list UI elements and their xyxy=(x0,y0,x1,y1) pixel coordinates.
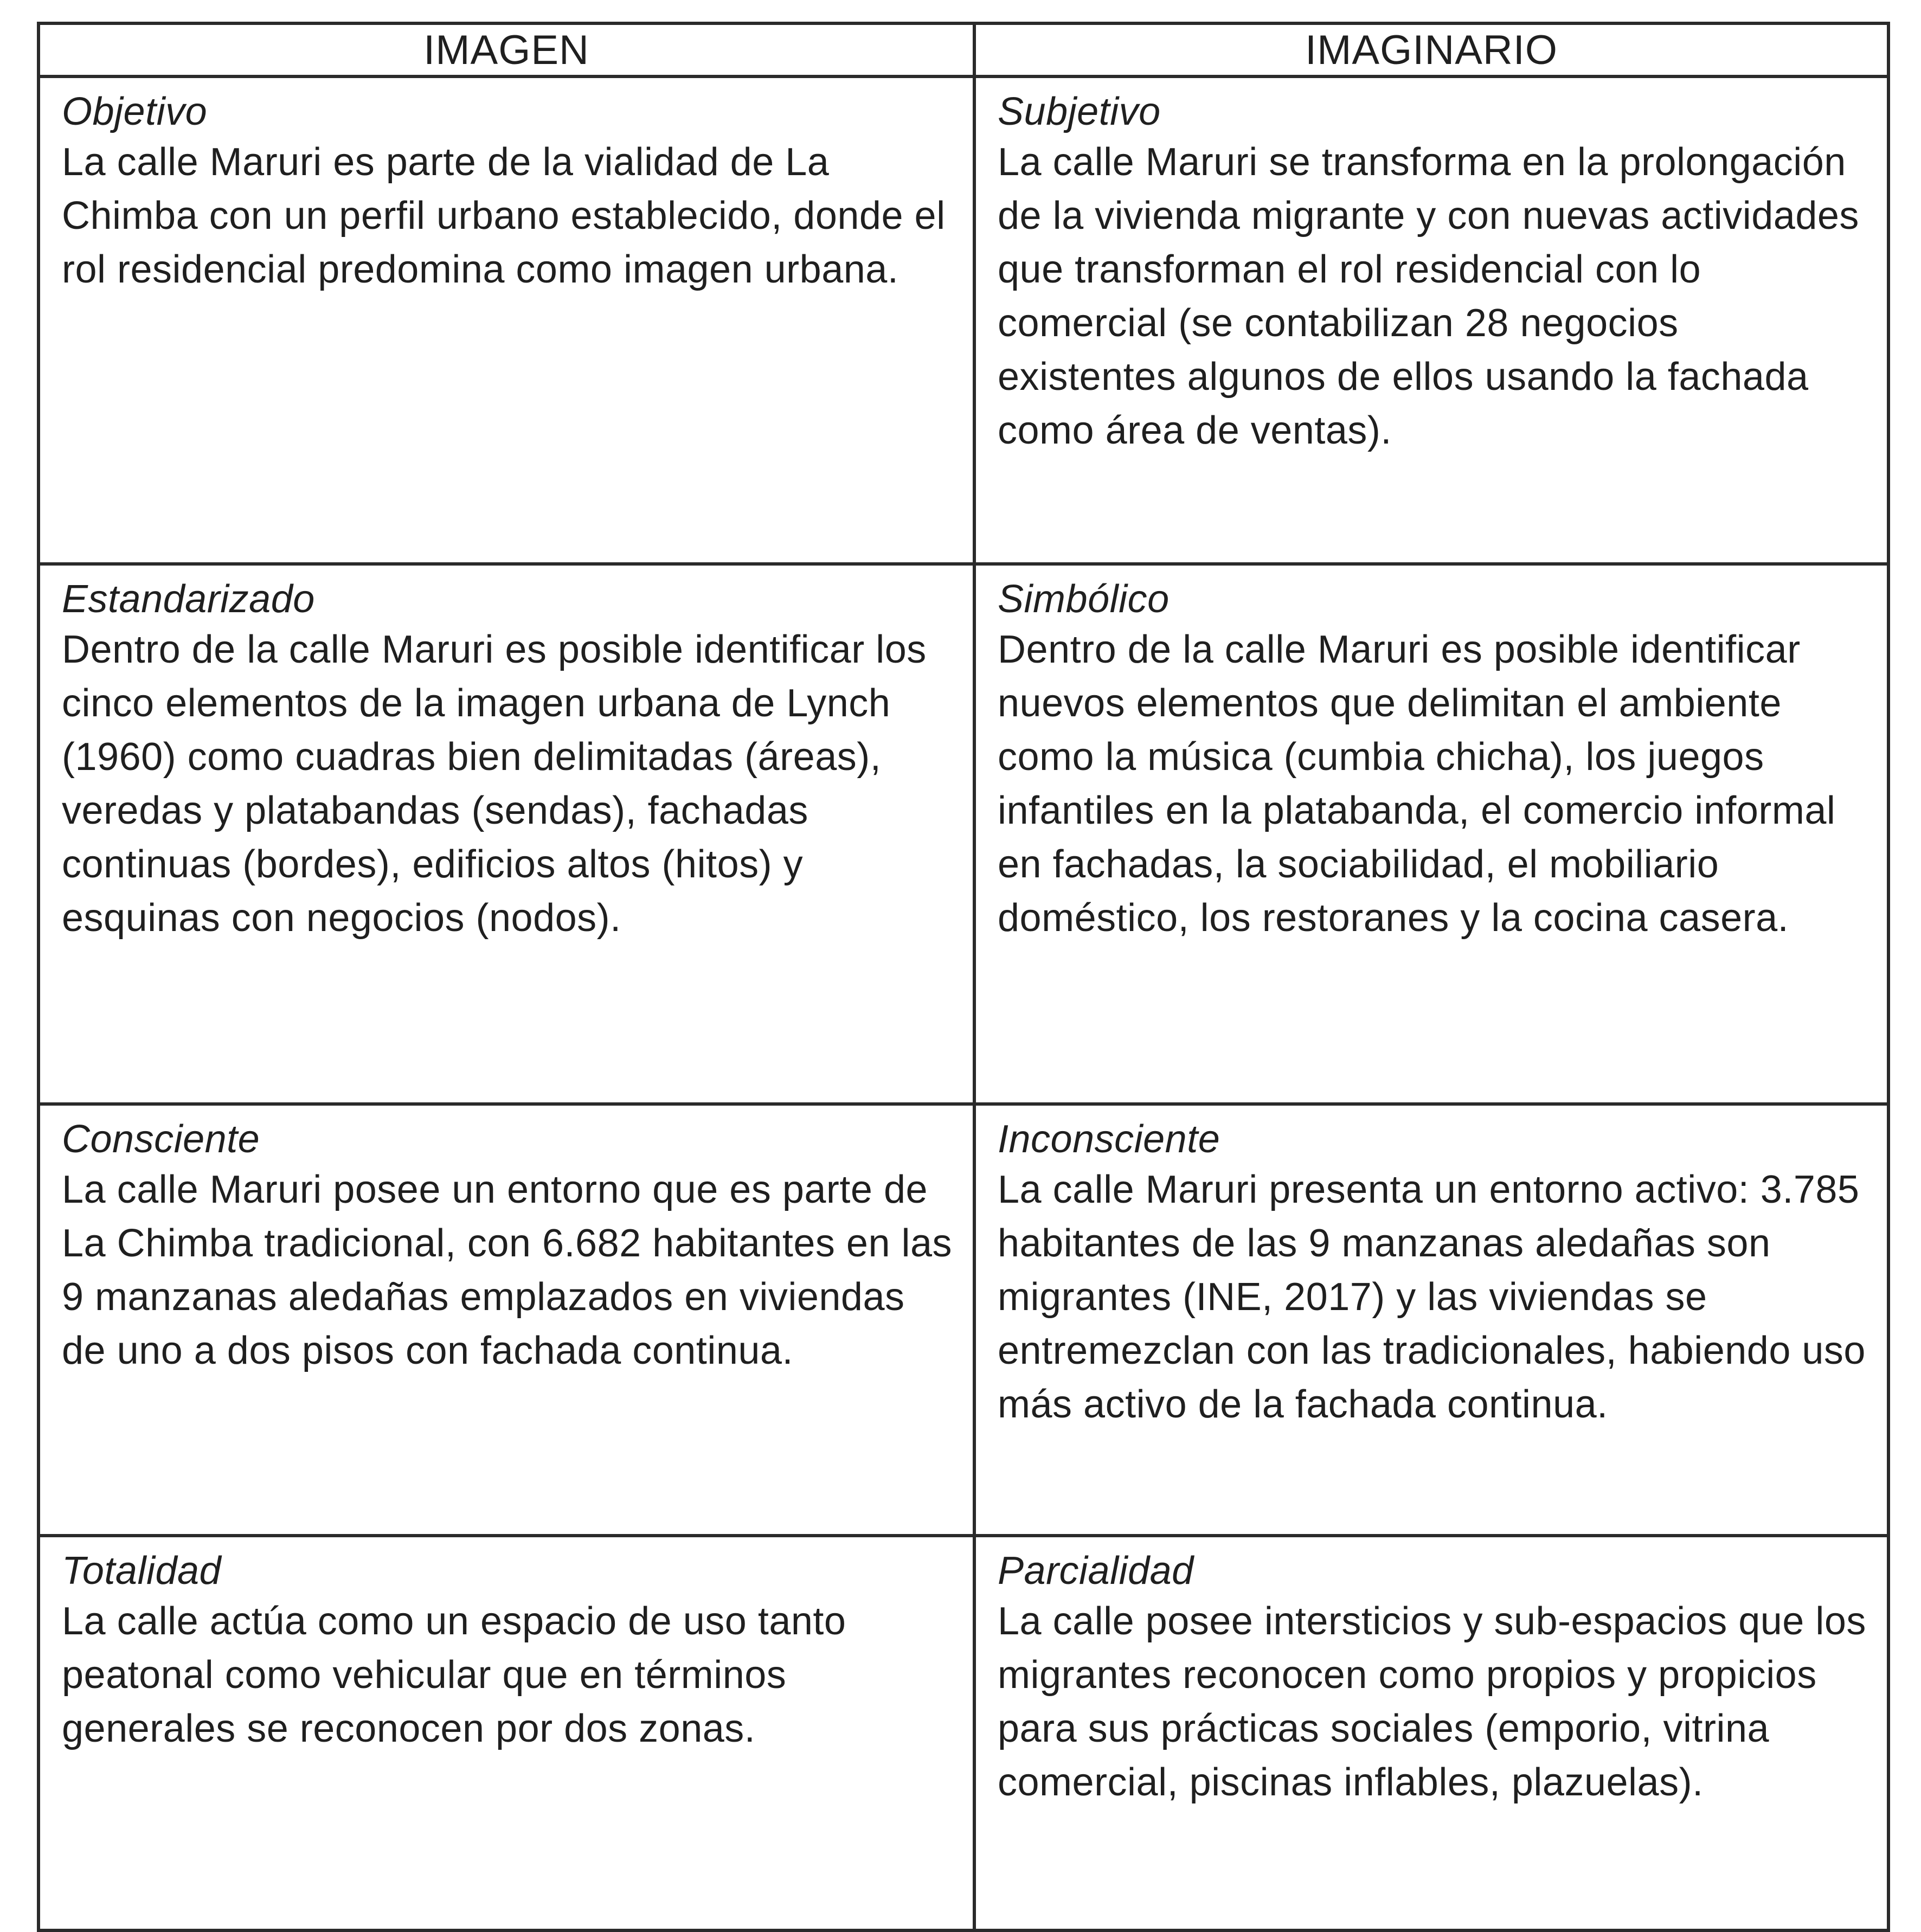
header-imaginario: IMAGINARIO xyxy=(974,23,1888,76)
cell-parcialidad xyxy=(974,1536,1888,1930)
cell-objetivo xyxy=(38,76,974,564)
header-row xyxy=(38,23,1888,76)
cell-totalidad xyxy=(38,1536,974,1930)
cell-text: La calle Maruri presenta un entorno activo: 3.785 habitantes de las 9 manzanas aledañas son migrantes (INE, 2017) y las viviendas se entremezclan con las tradicionales, habiendo uso más activo de la fachada continua. xyxy=(998,1168,1866,1426)
cell-simbolico xyxy=(974,564,1888,1104)
cell-label: Objetivo xyxy=(62,90,208,133)
cell-text: La calle Maruri se transforma en la prolongación de la vivienda migrante y con nuevas actividades que transforman el rol residencial con lo comercial (se contabilizan 28 negocios existentes algunos de ellos usando la fachada como área de ventas). xyxy=(998,140,1859,452)
cell-text: La calle posee intersticios y sub-espacios que los migrantes reconocen como propios y propicios para sus prácticas sociales (emporio, vitrina comercial, piscinas inflables, plazuelas). xyxy=(998,1600,1866,1804)
cell-label: Consciente xyxy=(62,1118,260,1161)
cell-text: La calle Maruri posee un entorno que es parte de La Chimba tradicional, con 6.682 habitantes en las 9 manzanas aledañas emplazados en viviendas de uno a dos pisos con fachada continua. xyxy=(62,1168,953,1372)
cell-label: Parcialidad xyxy=(998,1549,1194,1593)
cell-text: La calle Maruri es parte de la vialidad de La Chimba con un perfil urbano establecido, donde el rol residencial predomina como imagen urbana. xyxy=(62,140,946,291)
cell-label: Totalidad xyxy=(62,1549,222,1593)
cell-subjetivo xyxy=(974,76,1888,564)
table-row xyxy=(38,1536,1888,1930)
table-row xyxy=(38,1104,1888,1536)
cell-inconsciente xyxy=(974,1104,1888,1536)
cell-label: Inconsciente xyxy=(998,1118,1220,1161)
cell-label: Estandarizado xyxy=(62,577,315,621)
cell-estandarizado xyxy=(38,564,974,1104)
table-row xyxy=(38,76,1888,564)
table-row xyxy=(38,564,1888,1104)
cell-text: La calle actúa como un espacio de uso tanto peatonal como vehicular que en términos generales se reconocen por dos zonas. xyxy=(62,1600,846,1750)
cell-text: Dentro de la calle Maruri es posible identificar los cinco elementos de la imagen urbana de Lynch (1960) como cuadras bien delimitadas (áreas), veredas y platabandas (sendas), fachadas continuas (bordes), edificios altos (hitos) y esquinas con negocios (nodos). xyxy=(62,628,927,940)
comparison-table xyxy=(37,22,1890,1932)
cell-consciente xyxy=(38,1104,974,1536)
cell-label: Simbólico xyxy=(998,577,1170,621)
header-imagen: IMAGEN xyxy=(38,23,974,76)
cell-label: Subjetivo xyxy=(998,90,1161,133)
cell-text: Dentro de la calle Maruri es posible identificar nuevos elementos que delimitan el ambiente como la música (cumbia chicha), los juegos infantiles en la platabanda, el comercio informal en fachadas, la sociabilidad, el mobiliario doméstico, los restoranes y la cocina casera. xyxy=(998,628,1836,940)
